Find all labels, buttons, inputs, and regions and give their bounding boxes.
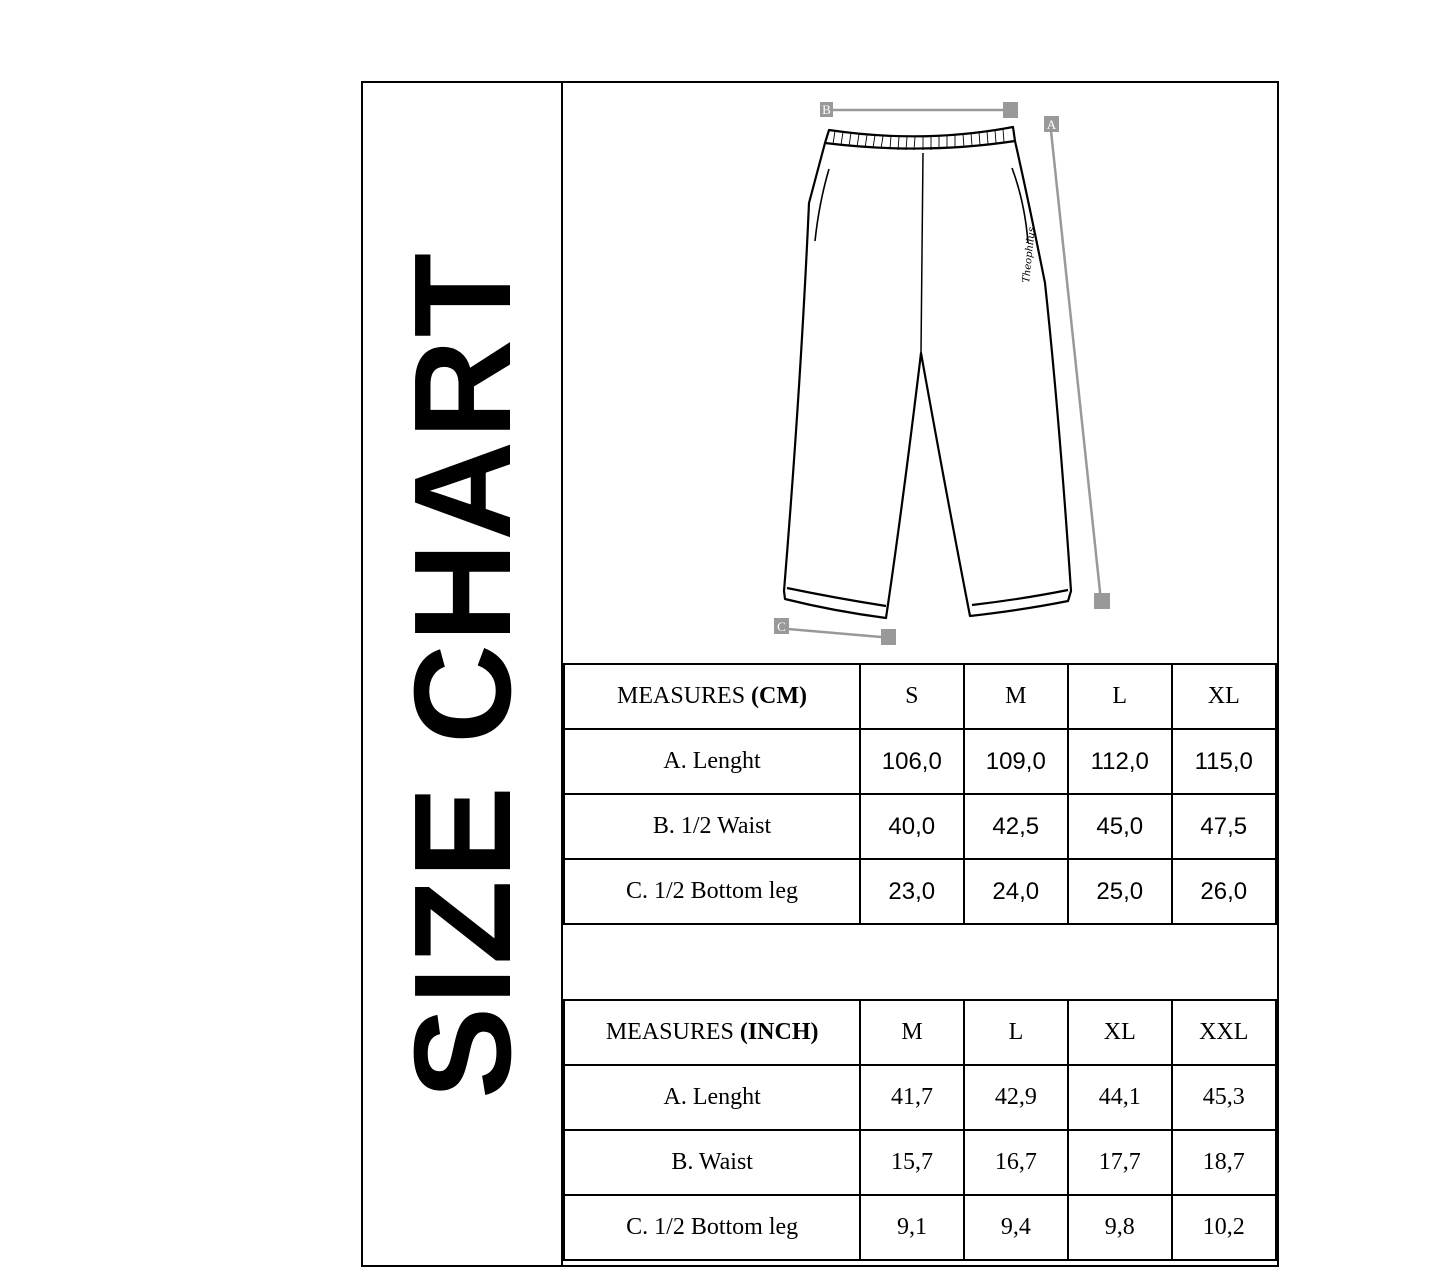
pants-outline: [784, 127, 1071, 618]
row-label: C. 1/2 Bottom leg: [564, 1195, 860, 1260]
value-cell: 23,0: [860, 859, 964, 924]
size-header: XL: [1172, 664, 1277, 729]
size-header: S: [860, 664, 964, 729]
pants-technical-drawing: [563, 83, 1279, 665]
value-cell: 40,0: [860, 794, 964, 859]
value-cell: 44,1: [1068, 1065, 1171, 1130]
pants-illustration: [563, 83, 1279, 665]
value-cell: 24,0: [964, 859, 1068, 924]
value-cell: 115,0: [1172, 729, 1277, 794]
table-spacer: [563, 931, 1279, 1000]
value-cell: 25,0: [1068, 859, 1171, 924]
value-cell: 45,3: [1172, 1065, 1277, 1130]
value-cell: 9,1: [860, 1195, 963, 1260]
value-cell: 26,0: [1172, 859, 1277, 924]
value-cell: 112,0: [1068, 729, 1171, 794]
unit-label: (CM): [751, 683, 808, 709]
title-panel: [363, 83, 563, 1265]
value-cell: 17,7: [1068, 1130, 1171, 1195]
value-cell: 42,9: [964, 1065, 1068, 1130]
dimension-c: [774, 618, 896, 645]
table-header-row: [564, 1000, 1276, 1065]
table-row: [564, 729, 1276, 794]
dimension-label-a: A: [1046, 117, 1057, 132]
size-header: L: [1068, 664, 1171, 729]
value-cell: 106,0: [860, 729, 964, 794]
dimension-label-c: C: [777, 619, 786, 634]
row-label: B. Waist: [564, 1130, 860, 1195]
value-cell: 16,7: [964, 1130, 1068, 1195]
unit-label: (INCH): [739, 1019, 819, 1045]
value-cell: 47,5: [1172, 794, 1277, 859]
value-cell: 45,0: [1068, 794, 1171, 859]
size-header: XL: [1068, 1000, 1171, 1065]
value-cell: 15,7: [860, 1130, 963, 1195]
table-header-row: [564, 664, 1276, 729]
value-cell: 18,7: [1172, 1130, 1277, 1195]
value-cell: 41,7: [860, 1065, 963, 1130]
brand-mark: Theophilus: [1021, 226, 1038, 284]
measures-header-cm: MEASURES (CM): [564, 664, 860, 729]
dimension-b: [820, 102, 1018, 118]
cm-measures-table: [563, 663, 1277, 925]
table-row: [564, 1130, 1276, 1195]
size-header: M: [964, 664, 1068, 729]
table-row: [564, 1195, 1276, 1260]
size-header: M: [860, 1000, 963, 1065]
value-cell: 42,5: [964, 794, 1068, 859]
inch-measures-table: [563, 999, 1277, 1261]
row-label: C. 1/2 Bottom leg: [564, 859, 860, 924]
row-label: A. Lenght: [564, 1065, 860, 1130]
value-cell: 109,0: [964, 729, 1068, 794]
row-label: A. Lenght: [564, 729, 860, 794]
size-header: XXL: [1172, 1000, 1277, 1065]
table-row: [564, 859, 1276, 924]
value-cell: 10,2: [1172, 1195, 1277, 1260]
measures-header-inch: MEASURES (INCH): [564, 1000, 860, 1065]
value-cell: 9,8: [1068, 1195, 1171, 1260]
dimension-label-b: B: [822, 102, 831, 117]
row-label: B. 1/2 Waist: [564, 794, 860, 859]
size-header: L: [964, 1000, 1068, 1065]
value-cell: 9,4: [964, 1195, 1068, 1260]
table-row: [564, 1065, 1276, 1130]
table-row: [564, 794, 1276, 859]
size-chart-frame: [361, 81, 1279, 1267]
page-title: SIZE CHART: [386, 251, 540, 1099]
